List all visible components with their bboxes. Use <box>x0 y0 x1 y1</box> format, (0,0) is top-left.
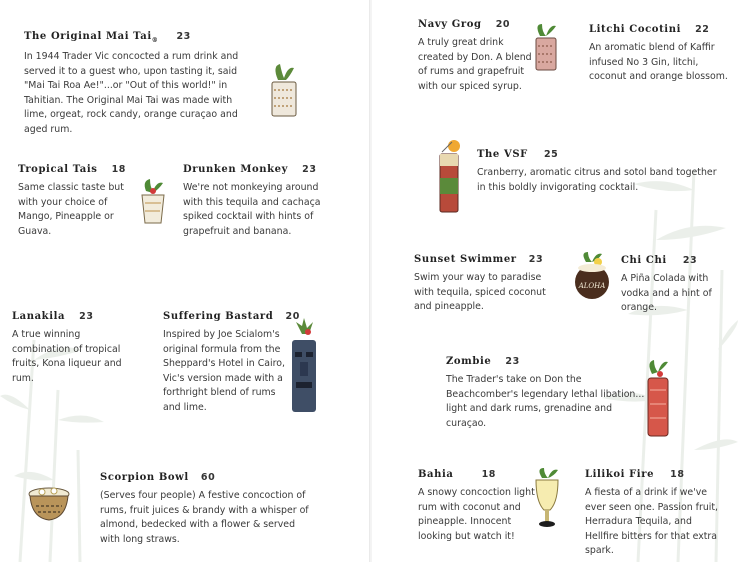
item-title: Navy Grog 20 <box>418 19 511 30</box>
menu-item-mai-tai <box>24 31 256 138</box>
item-description: Inspired by Joe Scialom's original formula from the Sheppard's Hotel in Cairo, Vic's version made with a forthright blend of rums and lime. <box>163 329 285 413</box>
item-description: An aromatic blend of Kaffir infused No 3 Gin, litchi, coconut and orange blossom. <box>589 42 728 83</box>
item-price: 25 <box>543 149 559 160</box>
item-description: In 1944 Trader Vic concocted a rum drink and served it to a guest who, upon tasting it, said "Mai Tai Roa Ae!"...or "Out of this world!" in Tahitian. The Original Mai Tai was made with lime, orgeat, rock candy, orange curaçao and aged rum. <box>24 51 239 135</box>
menu-item-zombie <box>446 356 646 431</box>
item-price: 23 <box>302 164 317 175</box>
mai-tai-glass-icon <box>264 62 304 118</box>
navy-grog-glass-icon <box>528 22 564 72</box>
item-title: Zombie 23 <box>446 356 520 367</box>
item-title: Scorpion Bowl 60 <box>100 472 216 483</box>
coconut-cup-icon <box>572 250 612 302</box>
item-title: Bahia 18 <box>418 469 496 480</box>
menu-item-drunken-monkey <box>183 164 323 239</box>
item-title: Drunken Monkey 23 <box>183 164 317 175</box>
item-title: Lilikoi Fire 18 <box>585 469 685 480</box>
item-title: Tropical Tais 18 <box>18 164 127 175</box>
item-price: 23 <box>682 255 698 266</box>
item-description: Cranberry, aromatic citrus and sotol band together in this boldly invigorating cocktail. <box>477 167 717 193</box>
menu-item-lanakila <box>12 311 124 386</box>
tiki-mug-icon <box>288 318 320 414</box>
vsf-glass-icon <box>432 136 466 214</box>
zombie-glass-icon <box>642 358 674 438</box>
menu-item-scorpion-bowl <box>100 472 310 547</box>
menu-item-tropical-tais <box>18 164 126 239</box>
tropical-tais-glass-icon <box>136 177 170 227</box>
item-description: Same classic taste but with your choice of Mango, Pineapple or Guava. <box>18 182 124 237</box>
item-title: The VSF 25 <box>477 149 559 160</box>
menu-item-navy-grog <box>418 19 536 94</box>
item-price: 18 <box>670 469 685 480</box>
item-description: A true winning combination of tropical fruits, Kona liqueur and rum. <box>12 329 122 384</box>
menu-item-chi-chi <box>621 255 726 316</box>
item-title: Suffering Bastard 20 <box>163 311 300 322</box>
item-description: (Serves four people) A festive concoction of rums, fruit juices & brandy with a whisper of almond, bedecked with a flower & served with long straws. <box>100 490 309 545</box>
item-description: Swim your way to paradise with tequila, spiced coconut and pineapple. <box>414 272 546 313</box>
item-price: 20 <box>285 311 300 322</box>
item-description: A truly great drink created by Don. A blend of rums and grapefruit with our spiced syrup. <box>418 37 532 92</box>
item-price: 23 <box>528 254 544 265</box>
scorpion-bowl-icon <box>26 484 72 524</box>
menu-item-the-vsf <box>477 149 727 195</box>
item-description: A fiesta of a drink if we've ever seen one. Passion fruit, Herradura Tequila, and Hellfire bitters for that extra spark. <box>585 487 719 557</box>
coconut-cup-label: ALOHA <box>578 282 606 290</box>
menu-item-litchi-cocotini <box>589 24 734 85</box>
item-title: Chi Chi 23 <box>621 255 698 266</box>
item-title: Litchi Cocotini 22 <box>589 24 710 35</box>
item-price: 18 <box>111 164 127 175</box>
item-price: 23 <box>79 311 94 322</box>
registered-mark: ® <box>151 37 159 44</box>
menu-item-bahia <box>418 469 538 544</box>
item-title: Lanakila 23 <box>12 311 94 322</box>
menu-item-sunset-swimmer <box>414 254 554 315</box>
item-title: Sunset Swimmer 23 <box>414 254 544 265</box>
item-price: 22 <box>695 24 710 35</box>
item-price: 23 <box>176 31 191 42</box>
item-description: The Trader's take on Don the Beachcomber's legendary lethal libation... light and dark rums, grenadine and curaçao. <box>446 374 645 429</box>
item-price: 23 <box>505 356 520 367</box>
item-description: We're not monkeying around with this tequila and cachaça spiked cocktail with hints of grapefruit and banana. <box>183 182 321 237</box>
bahia-glass-icon <box>532 466 562 530</box>
item-price: 60 <box>200 472 216 483</box>
item-price: 20 <box>495 19 511 30</box>
menu-item-suffering-bastard <box>163 311 300 416</box>
item-description: A snowy concoction light rum with coconut and pineapple. Innocent looking but watch it! <box>418 487 535 542</box>
item-title: The Original Mai Tai$_®$ 23 <box>24 31 191 44</box>
menu-page-right <box>372 0 738 562</box>
item-price: 18 <box>481 469 496 480</box>
item-description: A Piña Colada with vodka and a hint of orange. <box>621 273 712 314</box>
menu-item-lilikoi-fire <box>585 469 725 559</box>
